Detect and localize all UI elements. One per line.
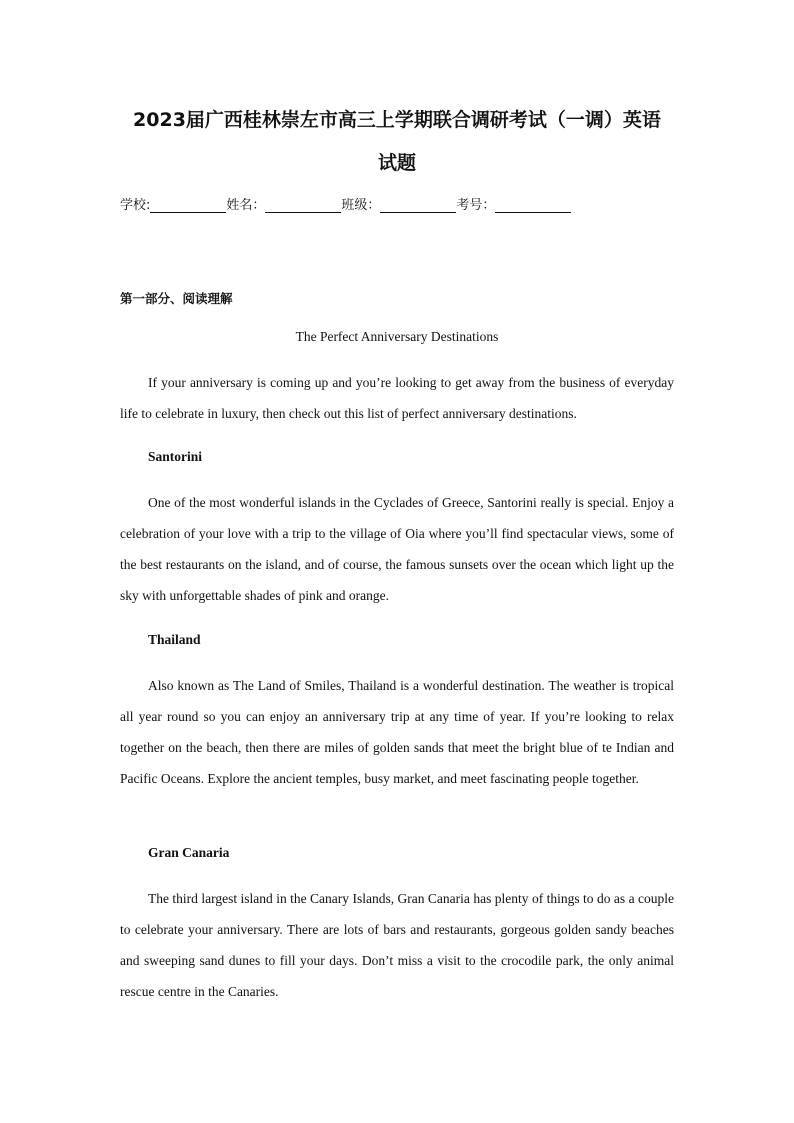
- class-label: 班级：: [341, 198, 381, 213]
- number-blank: [495, 198, 571, 213]
- intro-paragraph: If your anniversary is coming up and you’re looking to get away from the business of everyday life to celebrate in luxury, then check out this list of perfect anniversary destinations.: [120, 375, 674, 421]
- passage-title: The Perfect Anniversary Destinations: [295, 329, 499, 344]
- name-label: 姓名：: [226, 198, 266, 213]
- school-blank: [150, 198, 226, 213]
- number-label: 考号：: [456, 198, 496, 213]
- section-heading: 第一部分、阅读理解: [120, 291, 233, 306]
- destination-paragraph: Also known as The Land of Smiles, Thailand is a wonderful destination. The weather is tropical all year round so you can enjoy an anniversary trip at any time of year. If you’re looking to relax together on the beach, then there are miles of golden sands that meet the bright blue of te Indian and Pacific Oceans. Explore the ancient temples, busy market, and meet fascinating people together.: [120, 678, 674, 786]
- name-blank: [265, 198, 341, 213]
- destination-paragraph: One of the most wonderful islands in the Cyclades of Greece, Santorini really is special. Enjoy a celebration of your love with a trip to the village of Oia where you’ll find spectacular views, some of the best restaurants on the island, and of course, the famous sunsets over the ocean which light up the sky with unforgettable shades of pink and orange.: [120, 495, 674, 603]
- destination-heading: Gran Canaria: [148, 845, 230, 860]
- destination-heading: Thailand: [148, 632, 201, 647]
- destination-paragraph: The third largest island in the Canary Islands, Gran Canaria has plenty of things to do as a couple to celebrate your anniversary. There are lots of bars and restaurants, gorgeous golden sandy beaches and sweeping sand dunes to fill your days. Don’t miss a visit to the crocodile park, the only animal rescue centre in the Canaries.: [120, 891, 674, 999]
- page-title: 2023届广西桂林崇左市高三上学期联合调研考试（一调）英语: [133, 109, 661, 131]
- student-info-line: [120, 194, 571, 213]
- page-title-line2: 试题: [377, 152, 416, 174]
- class-blank: [380, 198, 456, 213]
- school-label: 学校:: [120, 198, 151, 213]
- destination-heading: Santorini: [148, 449, 203, 464]
